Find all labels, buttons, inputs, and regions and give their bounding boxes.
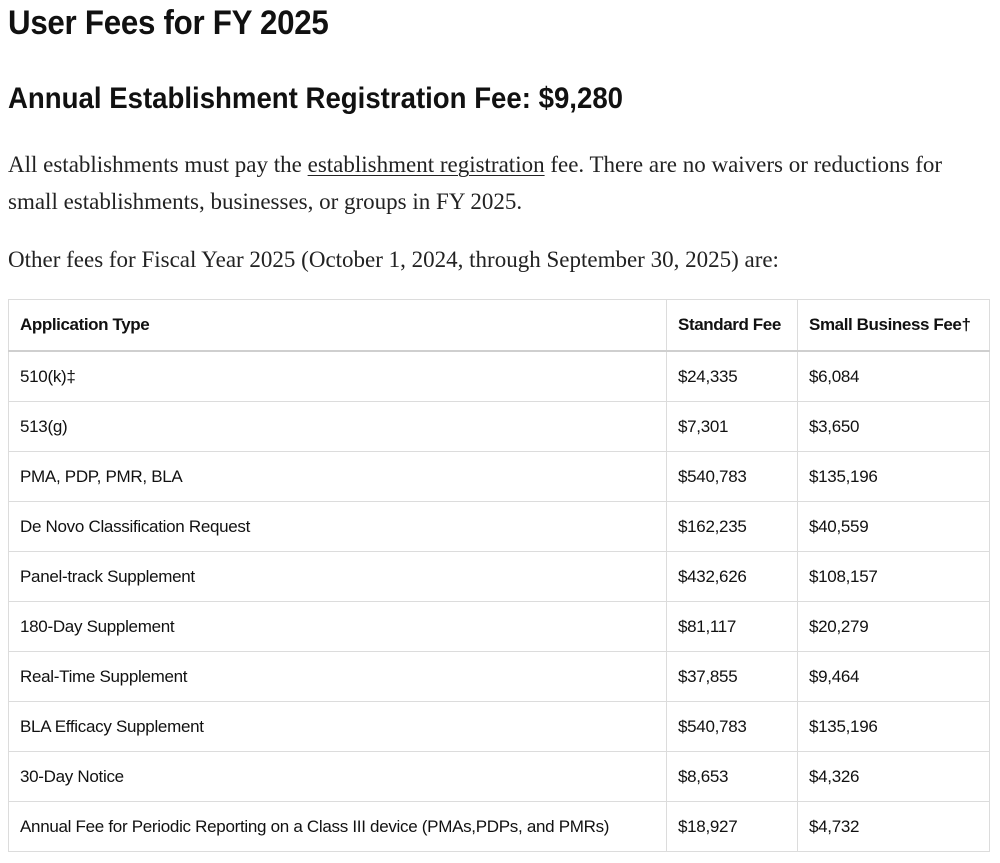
fees-table xyxy=(8,299,990,852)
cell-standard-fee: $162,235 xyxy=(667,502,798,552)
table-row xyxy=(9,452,990,502)
cell-small-business-fee: $20,279 xyxy=(798,602,990,652)
table-header-row xyxy=(9,300,990,352)
intro-paragraph xyxy=(8,146,993,220)
table-row xyxy=(9,602,990,652)
cell-application-type: 30-Day Notice xyxy=(9,752,667,802)
cell-small-business-fee: $108,157 xyxy=(798,552,990,602)
cell-application-type: BLA Efficacy Supplement xyxy=(9,702,667,752)
header-small-business-fee: Small Business Fee† xyxy=(798,300,990,352)
intro-text-after: fee. There are no waivers or reductions for small establishments, businesses, or groups in FY 2025. xyxy=(8,152,943,214)
header-standard-fee: Standard Fee xyxy=(667,300,798,352)
cell-application-type: 513(g) xyxy=(9,402,667,452)
cell-small-business-fee: $135,196 xyxy=(798,702,990,752)
cell-application-type: Real-Time Supplement xyxy=(9,652,667,702)
table-row xyxy=(9,702,990,752)
cell-application-type: PMA, PDP, PMR, BLA xyxy=(9,452,667,502)
table-row xyxy=(9,752,990,802)
cell-standard-fee: $540,783 xyxy=(667,452,798,502)
establishment-registration-link[interactable]: establishment registration xyxy=(307,152,545,177)
cell-application-type: Annual Fee for Periodic Reporting on a Class III device (PMAs,PDPs, and PMRs) xyxy=(9,802,667,852)
table-row xyxy=(9,402,990,452)
table-row xyxy=(9,552,990,602)
cell-application-type: Panel-track Supplement xyxy=(9,552,667,602)
cell-application-type: De Novo Classification Request xyxy=(9,502,667,552)
cell-standard-fee: $37,855 xyxy=(667,652,798,702)
cell-small-business-fee: $9,464 xyxy=(798,652,990,702)
cell-small-business-fee: $4,326 xyxy=(798,752,990,802)
cell-standard-fee: $432,626 xyxy=(667,552,798,602)
table-row xyxy=(9,502,990,552)
cell-application-type: 180-Day Supplement xyxy=(9,602,667,652)
cell-standard-fee: $7,301 xyxy=(667,402,798,452)
table-row xyxy=(9,351,990,402)
cell-small-business-fee: $6,084 xyxy=(798,351,990,402)
cell-small-business-fee: $40,559 xyxy=(798,502,990,552)
cell-small-business-fee: $3,650 xyxy=(798,402,990,452)
fiscal-year-paragraph: Other fees for Fiscal Year 2025 (October 1, 2024, through September 30, 2025) are: xyxy=(8,247,779,272)
cell-application-type: 510(k)‡ xyxy=(9,351,667,402)
cell-standard-fee: $18,927 xyxy=(667,802,798,852)
cell-standard-fee: $540,783 xyxy=(667,702,798,752)
cell-standard-fee: $24,335 xyxy=(667,351,798,402)
intro-text-before: All establishments must pay the xyxy=(8,152,308,177)
cell-small-business-fee: $4,732 xyxy=(798,802,990,852)
registration-fee-heading: Annual Establishment Registration Fee: $9,280 xyxy=(8,82,624,115)
header-application-type: Application Type xyxy=(9,300,667,352)
table-row xyxy=(9,652,990,702)
page-title: User Fees for FY 2025 xyxy=(8,4,329,42)
table-row xyxy=(9,802,990,852)
cell-standard-fee: $81,117 xyxy=(667,602,798,652)
cell-standard-fee: $8,653 xyxy=(667,752,798,802)
cell-small-business-fee: $135,196 xyxy=(798,452,990,502)
